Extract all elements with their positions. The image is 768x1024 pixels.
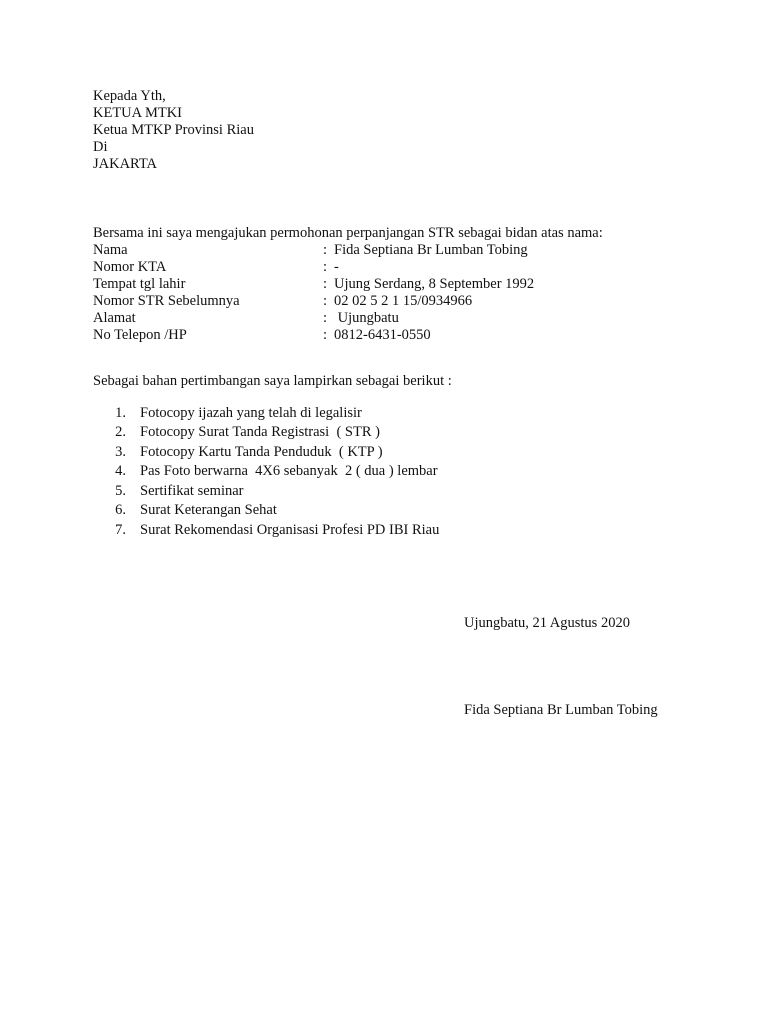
field-separator: : <box>323 327 328 343</box>
list-item-text: Surat Keterangan Sehat <box>140 502 277 518</box>
field-value: Fida Septiana Br Lumban Tobing <box>334 242 528 258</box>
field-separator: : <box>323 259 328 275</box>
recipient-greeting: Kepada Yth, <box>93 88 166 104</box>
recipient-line-3: Di <box>93 139 108 155</box>
field-value: 0812-6431-0550 <box>334 327 431 343</box>
list-item-text: Pas Foto berwarna 4X6 sebanyak 2 ( dua ) lembar <box>140 463 438 479</box>
field-label: Nomor KTA <box>93 259 167 275</box>
list-item-number: 6. <box>115 502 126 518</box>
field-separator: : <box>323 310 328 326</box>
list-item-number: 7. <box>115 522 126 538</box>
signature-name: Fida Septiana Br Lumban Tobing <box>464 702 658 718</box>
field-separator: : <box>323 276 328 292</box>
list-item-text: Sertifikat seminar <box>140 483 244 499</box>
intro-paragraph: Bersama ini saya mengajukan permohonan perpanjangan STR sebagai bidan atas nama: <box>93 225 603 241</box>
list-item-text: Surat Rekomendasi Organisasi Profesi PD IBI Riau <box>140 522 440 538</box>
field-value: - <box>334 259 339 275</box>
list-item-number: 5. <box>115 483 126 499</box>
list-item-number: 2. <box>115 424 126 440</box>
list-item-text: Fotocopy ijazah yang telah di legalisir <box>140 405 362 421</box>
place-date: Ujungbatu, 21 Agustus 2020 <box>464 615 630 631</box>
list-item-number: 1. <box>115 405 126 421</box>
field-value: Ujungbatu <box>334 310 399 326</box>
recipient-line-1: KETUA MTKI <box>93 105 183 121</box>
field-label: Tempat tgl lahir <box>93 276 186 292</box>
field-label: No Telepon /HP <box>93 327 187 343</box>
field-value: 02 02 5 2 1 15/0934966 <box>334 293 473 309</box>
attachments-intro: Sebagai bahan pertimbangan saya lampirkan sebagai berikut : <box>93 373 452 389</box>
recipient-line-4: JAKARTA <box>93 156 158 172</box>
field-label: Nomor STR Sebelumnya <box>93 293 240 309</box>
field-value: Ujung Serdang, 8 September 1992 <box>334 276 535 292</box>
list-item-number: 4. <box>115 463 126 479</box>
list-item-number: 3. <box>115 444 126 460</box>
field-label: Nama <box>93 242 128 258</box>
list-item-text: Fotocopy Kartu Tanda Penduduk ( KTP ) <box>140 444 383 460</box>
field-label: Alamat <box>93 310 136 326</box>
field-separator: : <box>323 242 328 258</box>
recipient-line-2: Ketua MTKP Provinsi Riau <box>93 122 254 138</box>
list-item-text: Fotocopy Surat Tanda Registrasi ( STR ) <box>140 424 380 440</box>
field-separator: : <box>323 293 328 309</box>
